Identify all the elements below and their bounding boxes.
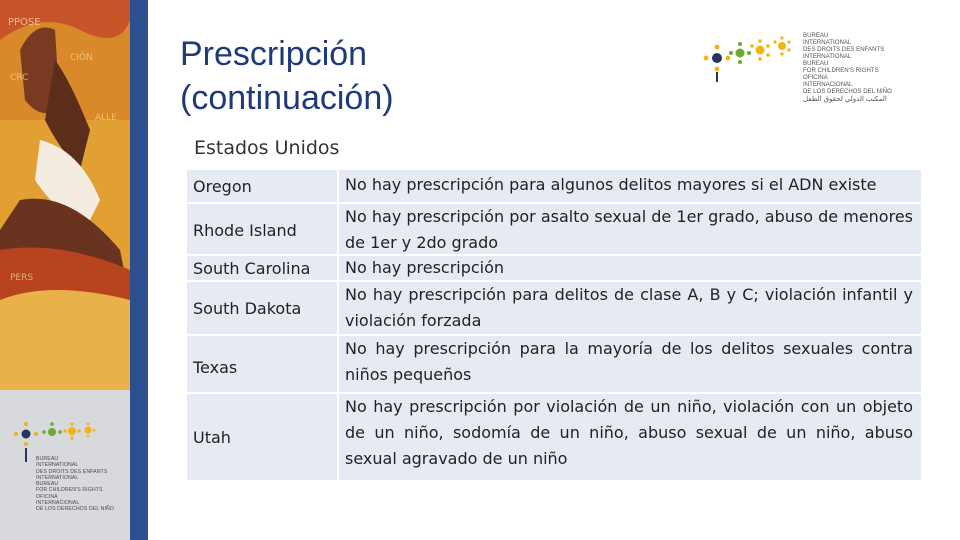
table-cell-description <box>339 336 921 392</box>
title-line-1: Prescripción <box>180 35 368 73</box>
title-line-2: (continuación) <box>180 79 394 117</box>
svg-text:ALLE: ALLE <box>95 113 117 123</box>
table-cell-state <box>187 282 337 334</box>
table-cell-state <box>187 256 337 280</box>
table-cell-state <box>187 204 337 254</box>
description-line: sexual agravado de un niño <box>345 449 568 468</box>
left-logo-line: DES DROITS DES ENFANTS <box>36 468 108 475</box>
section-subtitle: Estados Unidos <box>194 137 340 159</box>
left-logo-line: OFICINA <box>36 493 58 500</box>
logo-line: OFICINA <box>803 74 828 81</box>
logo-line: BUREAU <box>803 60 829 67</box>
table-cell-description <box>339 170 921 202</box>
description-line: No hay prescripción <box>345 258 505 277</box>
state-label: South Dakota <box>193 298 302 318</box>
description-line: violación forzada <box>345 311 482 330</box>
description-line: niños pequeños <box>345 365 472 384</box>
page-title <box>180 32 600 120</box>
logo-line: DES DROITS DES ENFANTS <box>803 46 885 53</box>
logo-line: INTERNACIONAL <box>803 81 853 88</box>
svg-text:CRC: CRC <box>10 73 29 83</box>
table-cell-description <box>339 282 921 334</box>
logo-line: INTERNATIONAL <box>803 53 852 60</box>
table-cell-state <box>187 170 337 202</box>
description-line: No hay prescripción para algunos delitos mayores si el ADN existe <box>345 175 877 194</box>
description-line: de 1er y 2do grado <box>345 233 499 252</box>
description-line: No hay prescripción para la mayoría de los delitos sexuales contra <box>345 339 913 358</box>
left-logo-line: INTERNATIONAL <box>36 474 79 481</box>
logo-arabic-line: المكتب الدولي لحقوق الطفل <box>803 96 887 103</box>
blue-vertical-band <box>130 0 148 540</box>
left-logo-line: FOR CHILDREN'S RIGHTS <box>36 487 103 494</box>
left-logo-text <box>36 456 132 513</box>
table-cell-description <box>339 256 921 280</box>
logo-line: DE LOS DERECHOS DEL NIÑO <box>803 88 892 95</box>
svg-text:CIÓN: CIÓN <box>70 53 93 63</box>
table-cell-description <box>339 394 921 480</box>
state-label: Oregon <box>193 176 252 196</box>
logo-line: INTERNATIONAL <box>803 39 852 46</box>
bice-logo-icon <box>702 30 802 86</box>
logo-line: BUREAU <box>803 32 829 39</box>
state-label: Utah <box>193 427 231 447</box>
left-logo-line: INTERNATIONAL <box>36 462 79 469</box>
left-logo-line: BUREAU <box>36 456 59 462</box>
left-logo-line: INTERNACIONAL <box>36 500 80 507</box>
left-logo-line: DE LOS DERECHOS DEL NIÑO <box>36 506 115 513</box>
table-cell-description <box>339 204 921 254</box>
child-painting-image <box>0 0 130 390</box>
state-label: Texas <box>193 357 238 377</box>
svg-text:PERS: PERS <box>10 273 34 283</box>
description-line: de un niño, sodomía de un niño, abuso sexual de un niño, abuso <box>345 423 913 442</box>
state-label: South Carolina <box>193 258 311 278</box>
table-cell-state <box>187 394 337 480</box>
left-decorative-strip <box>0 0 148 540</box>
state-label: Rhode Island <box>193 220 297 240</box>
table-cell-state <box>187 336 337 392</box>
left-logo-line: BUREAU <box>36 481 59 488</box>
description-line: No hay prescripción por asalto sexual de 1er grado, abuso de menores <box>345 207 913 226</box>
prescription-table <box>187 170 921 480</box>
logo-line: FOR CHILDREN'S RIGHTS <box>803 67 879 74</box>
description-line: No hay prescripción por violación de un niño, violación con un objeto <box>345 397 913 416</box>
svg-text:PPOSE: PPOSE <box>8 17 41 28</box>
top-right-logo-text <box>803 32 953 103</box>
description-line: No hay prescripción para delitos de clase A, B y C; violación infantil y <box>345 285 913 304</box>
